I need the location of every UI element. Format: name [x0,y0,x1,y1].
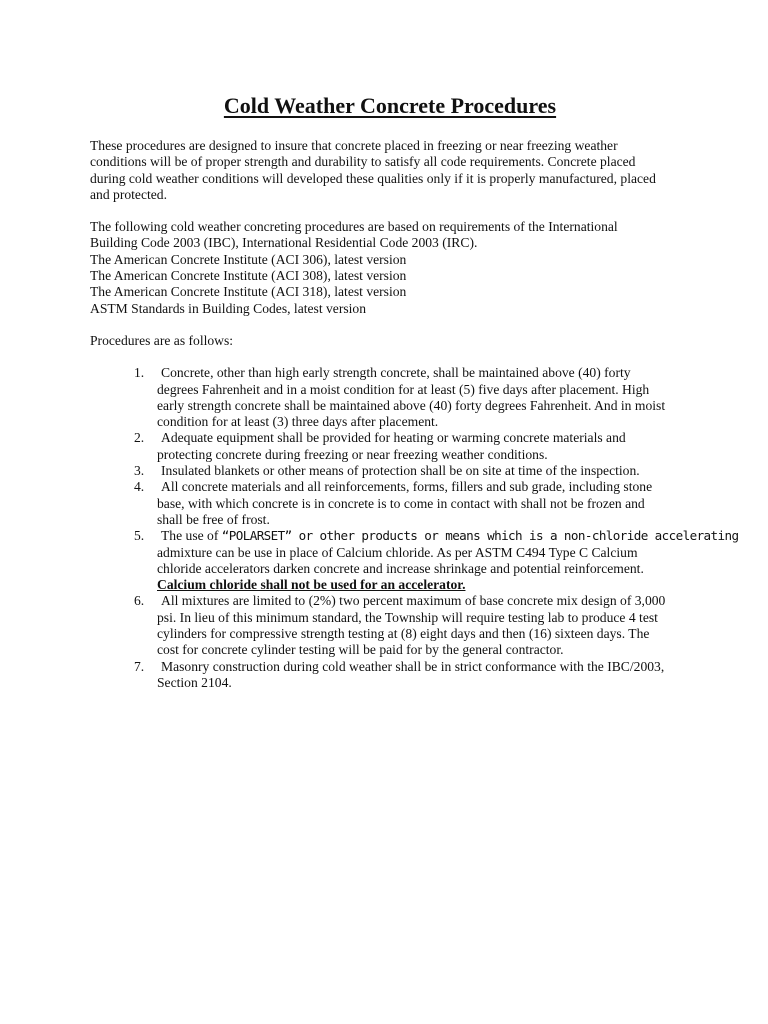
procedure-line: admixture can be use in place of Calcium chloride. As per ASTM C494 Type C Calcium [157,544,638,560]
basis-line: The following cold weather concreting procedures are based on requirements of the International [90,219,618,235]
procedures-list [90,365,739,691]
procedure-line [157,528,739,544]
procedure-item-7 [90,659,690,692]
procedure-line: chloride accelerators darken concrete and increase shrinkage and potential reinforcement. [157,560,644,576]
procedure-line: protecting concrete during freezing or near freezing weather conditions. [157,446,548,462]
procedures-intro: Procedures are as follows: [90,332,234,348]
calcium-chloride-warning: Calcium chloride shall not be used for an accelerator. [157,577,466,593]
procedure-line: All concrete materials and all reinforcements, forms, fillers and sub grade, including stone [161,479,653,495]
procedure-line: condition for at least (3) three days after placement. [157,414,439,430]
procedure-number: 5. [134,528,145,544]
procedure-line: Masonry construction during cold weather shall be in strict conformance with the IBC/2003, [161,658,665,674]
procedure-item-1 [90,365,690,430]
procedure-line: psi. In lieu of this minimum standard, the Township will require testing lab to produce 4 test [157,609,658,625]
procedure-item-3 [90,463,690,479]
procedure-line: early strength concrete shall be maintained above (40) forty degrees Fahrenheit. And in moist [157,397,666,413]
procedure-line: All mixtures are limited to (2%) two percent maximum of base concrete mix design of 3,000 [161,593,666,609]
procedure-line: cylinders for compressive strength testing at (8) eight days and then (16) sixteen days. The [157,626,650,642]
procedure-number: 1. [134,365,145,381]
intro-line: and protected. [90,186,167,202]
product-mention: “POLARSET” or other products or means which is a non-chloride accelerating [221,528,739,544]
procedure-number: 7. [134,658,145,674]
basis-line: Building Code 2003 (IBC), International Residential Code 2003 (IRC). [90,235,478,251]
document-page [90,93,739,691]
basis-line: The American Concrete Institute (ACI 308), latest version [90,268,407,284]
basis-line: The American Concrete Institute (ACI 318), latest version [90,284,407,300]
procedure-line: cost for concrete cylinder testing will be paid for by the general contractor. [157,642,564,658]
procedure-item-6 [90,593,690,658]
basis-line: The American Concrete Institute (ACI 306), latest version [90,251,407,267]
intro-paragraph [90,138,690,203]
document-title: Cold Weather Concrete Procedures [223,93,557,118]
procedure-line: Adequate equipment shall be provided for heating or warming concrete materials and [161,430,626,446]
procedure-line: Insulated blankets or other means of protection shall be on site at time of the inspection. [161,463,640,479]
procedure-number: 4. [134,479,145,495]
procedure-number: 6. [134,593,145,609]
basis-line: ASTM Standards in Building Codes, latest version [90,300,367,316]
procedure-line: Section 2104. [157,674,232,690]
procedure-line: shall be free of frost. [157,511,270,527]
procedure-line: Concrete, other than high early strength concrete, shall be maintained above (40) forty [161,365,631,381]
intro-line: conditions will be of proper strength and durability to satisfy all code requirements. Concrete placed [90,154,636,170]
basis-paragraph [90,219,690,317]
procedure-number: 2. [134,430,145,446]
procedure-line: degrees Fahrenheit and in a moist condition for at least (5) five days after placement. High [157,381,650,397]
procedure-item-4 [90,479,690,528]
procedure-item-5 [90,528,739,593]
procedure-number: 3. [134,463,145,479]
procedure-line: base, with which concrete is in concrete is to come in contact with shall not be frozen and [157,495,645,511]
intro-line: during cold weather conditions will developed these qualities only if it is properly manufactured, placed [90,170,656,186]
procedure-prefix: The use of [161,528,222,544]
procedure-item-2 [90,430,690,463]
intro-line: These procedures are designed to insure that concrete placed in freezing or near freezing weather [90,138,618,153]
